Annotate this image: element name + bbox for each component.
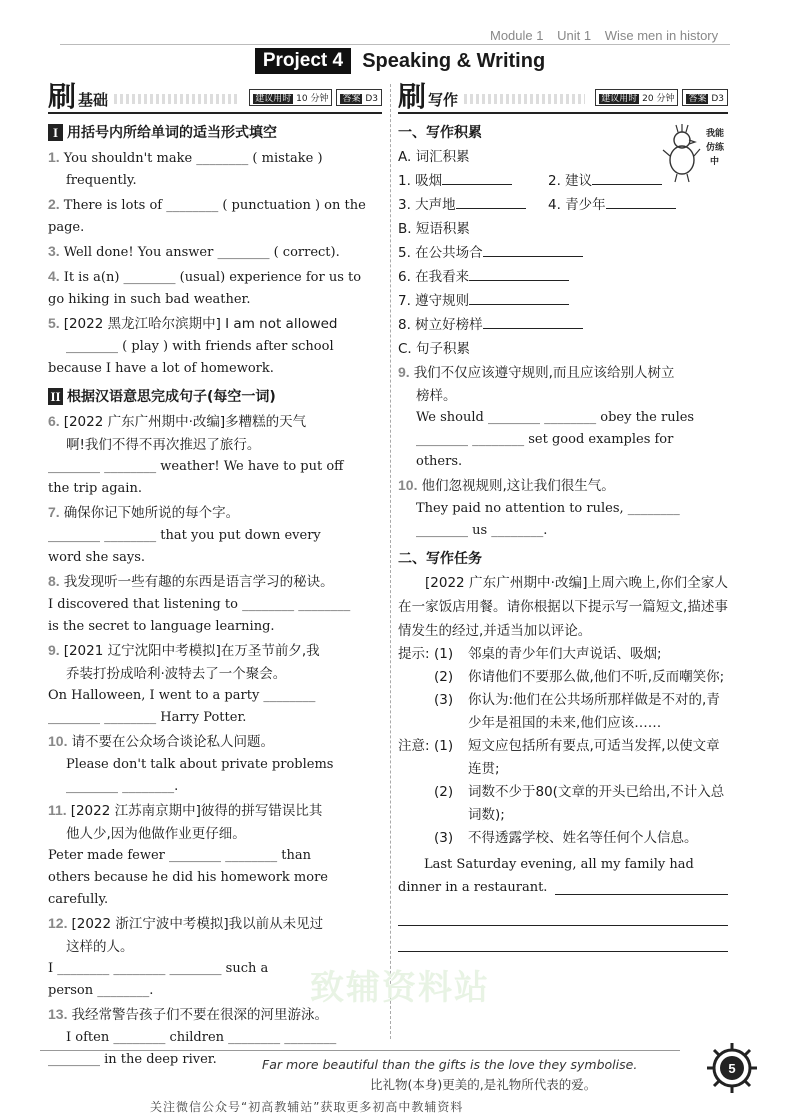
accumulation-heading: 一、写作积累 bbox=[398, 125, 482, 141]
question-4: 4. It is a(n) ________ (usual) experience for us to go hiking in such bad weather. bbox=[48, 268, 362, 307]
header-unit: Unit 1 bbox=[557, 28, 592, 43]
svg-text:中: 中 bbox=[710, 157, 720, 167]
footer-quote-en: Far more beautiful than the gifts is the love they symbolise. bbox=[262, 1057, 638, 1072]
mascot-icon bbox=[660, 122, 730, 184]
footer-quote-cn: 比礼物(本身)更美的,是礼物所代表的爱。 bbox=[370, 1077, 597, 1092]
sentence-9: 9. 我们不仅应该遵守规则,而且应该给别人树立 榜样。 We should ________ ________ obey the rules ________ ________ set good examples for others. bbox=[398, 364, 695, 469]
question-6: 6. [2022 广东广州期中·改编]多糟糕的天气 啊!我们不得不再次推迟了旅行。 ________ ________ weather! We have to put off the trip again. bbox=[48, 413, 344, 496]
header-decoration bbox=[464, 94, 585, 104]
sentence-heading: C. 句子积累 bbox=[398, 341, 471, 357]
basics-section-header bbox=[48, 80, 382, 114]
header-rule bbox=[60, 44, 730, 45]
note-2: (2) 词数不少于80(文章的开头已给出,不计入总词数); bbox=[434, 784, 725, 823]
column-divider bbox=[390, 84, 391, 1039]
question-2: 2. There is lots of ________ ( punctuation ) on the page. bbox=[48, 196, 366, 235]
question-12: 12. [2022 浙江宁波中考模拟]我以前从未见过 这样的人。 I ________ ________ ________ such a person ________. bbox=[48, 915, 324, 998]
section-name: 写作 bbox=[428, 91, 459, 109]
writing-line[interactable] bbox=[398, 900, 728, 926]
tip-3: (3) 你认为:他们在公共场所那样做是不对的,青少年是祖国的未来,他们应该…… bbox=[434, 692, 720, 731]
tip-2: (2) 你请他们不要那么做,他们不听,反而嘲笑你; bbox=[434, 669, 725, 685]
question-5: 5. [2022 黑龙江哈尔滨期中] I am not allowed ________ ( play ) with friends after school because I have a lot of homework. bbox=[48, 315, 338, 376]
section-mark: 刷 bbox=[48, 80, 77, 113]
vocab-heading: A. 词汇积累 bbox=[398, 149, 470, 165]
phrase-8: 8. 树立好榜样 bbox=[398, 313, 728, 337]
right-column bbox=[398, 80, 728, 952]
answer-tag: 答案 D3 bbox=[336, 89, 382, 106]
header-topic: Wise men in history bbox=[604, 28, 719, 43]
page-number-wheel-icon bbox=[706, 1042, 758, 1094]
footer-note: 关注微信公众号“初高教辅站”获取更多初高中教辅资料 bbox=[150, 1100, 464, 1114]
question-11: 11. [2022 江苏南京期中]彼得的拼写错误比其 他人少,因为他做作业更仔细。 Peter made fewer ________ ________ than others because he did his homework more carefully. bbox=[48, 802, 328, 907]
writing-line[interactable] bbox=[398, 926, 728, 952]
question-1: 1. You shouldn't make ________ ( mistake ) frequently. bbox=[48, 149, 323, 188]
part-1-heading: I 用括号内所给单词的适当形式填空 bbox=[48, 122, 382, 142]
header-decoration bbox=[114, 94, 239, 104]
time-tag: 建议用时 10 分钟 bbox=[249, 89, 332, 106]
task-prompt: [2022 广东广州期中·改编]上周六晚上,你们全家人在一家饭店用餐。请你根据以下提示写一篇短文,描述事情发生的经过,并适当加以评论。 bbox=[398, 575, 728, 639]
section-mark: 刷 bbox=[398, 80, 427, 113]
question-9: 9. [2021 辽宁沈阳中考模拟]在万圣节前夕,我 乔装打扮成哈利·波特去了一个聚会。 On Halloween, I went to a party ________ ________ ________ Harry Potter. bbox=[48, 642, 320, 725]
svg-text:仿练: 仿练 bbox=[706, 143, 725, 153]
task-heading: 二、写作任务 bbox=[398, 551, 482, 567]
part-2-heading: II 根据汉语意思完成句子(每空一词) bbox=[48, 386, 382, 406]
watermark: 致辅资料站 bbox=[310, 968, 490, 1008]
project-badge: Project 4 bbox=[255, 48, 351, 74]
mascot-text: 我能 bbox=[706, 129, 725, 139]
page-number: 5 bbox=[728, 1061, 736, 1076]
footer-rule bbox=[40, 1050, 680, 1051]
vocab-row-2: 3. 大声地 4. 青少年 bbox=[398, 193, 728, 217]
question-10: 10. 请不要在公众场合谈论私人问题。 Please don't talk about private problems ________ ________. bbox=[48, 733, 334, 794]
header-module: Module 1 bbox=[490, 28, 544, 43]
essay-start-1: Last Saturday evening, all my family had bbox=[424, 857, 694, 872]
essay-start-2: dinner in a restaurant. bbox=[398, 877, 728, 899]
writing-section-header bbox=[398, 80, 728, 114]
question-3: 3. Well done! You answer ________ ( correct). bbox=[48, 243, 340, 260]
project-title: Speaking & Writing bbox=[362, 49, 546, 72]
page-title bbox=[0, 48, 800, 74]
running-header bbox=[490, 28, 730, 43]
phrase-6: 6. 在我看来 bbox=[398, 265, 728, 289]
note-3: (3) 不得透露学校、姓名等任何个人信息。 bbox=[434, 830, 698, 846]
time-tag: 建议用时 20 分钟 bbox=[595, 89, 678, 106]
sentence-10: 10. 他们忽视规则,这让我们很生气。 They paid no attention to rules, ________ ________ us ________. bbox=[398, 477, 680, 538]
vocab-row-1: 1. 吸烟 2. 建议 bbox=[398, 169, 728, 193]
question-13: 13. 我经常警告孩子们不要在很深的河里游泳。 I often ________ children ________ ________ ________ in the deep river. bbox=[48, 1006, 337, 1067]
section-name: 基础 bbox=[78, 91, 109, 109]
left-column bbox=[48, 80, 382, 1072]
phrase-5: 5. 在公共场合 bbox=[398, 241, 728, 265]
question-7: 7. 确保你记下她所说的每个字。 ________ ________ that you put down every word she says. bbox=[48, 504, 321, 565]
note-1: 注意: (1) 短文应包括所有要点,可适当发挥,以使文章连贯; bbox=[398, 738, 720, 777]
phrase-7: 7. 遵守规则 bbox=[398, 289, 728, 313]
phrase-heading: B. 短语积累 bbox=[398, 221, 470, 237]
tip-1: 提示: (1) 邻桌的青少年们大声说话、吸烟; bbox=[398, 646, 662, 662]
question-8: 8. 我发现听一些有趣的东西是语言学习的秘诀。 I discovered that listening to ________ ________ is the secret to language learning. bbox=[48, 573, 351, 634]
answer-tag: 答案 D3 bbox=[682, 89, 728, 106]
